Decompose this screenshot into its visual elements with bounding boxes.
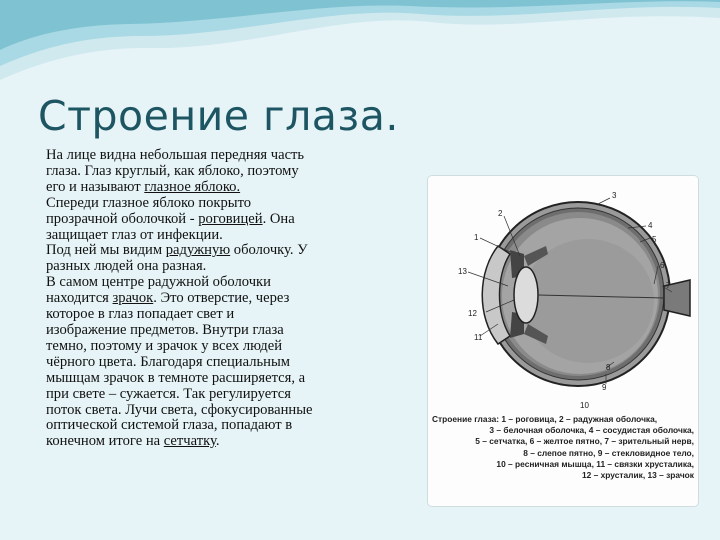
body-text-segment: Под ней мы видим [46,242,166,259]
underlined-term: радужную [165,242,231,259]
body-line [46,339,406,355]
body-text-segment: чёрного цвета. Благодаря специальным [46,353,290,370]
body-line [46,164,406,180]
underlined-term: сетчатку [163,433,216,450]
body-line [46,307,406,323]
body-text-segment: его и называют [46,178,145,195]
body-text-segment: В самом центре радужной оболочки [46,274,271,291]
body-text-segment: оптической системой глаза, попадают в [46,417,293,434]
body-text-segment: которое в глаз попадает свет и [46,306,235,323]
caption-line: 3 – белочная оболочка, 4 – сосудистая оболочка, [489,425,694,436]
eye-diagram-figure [428,176,698,506]
body-line [46,434,406,450]
body-text-segment: . Она [262,210,295,227]
label-6: 6 [660,261,665,270]
body-line [46,291,406,307]
body-text [46,148,406,450]
label-8: 8 [606,363,611,372]
label-2: 2 [498,209,503,218]
body-text-segment: защищает глаз от инфекции. [46,226,223,243]
slide-title: Строение глаза. [38,92,399,140]
body-line [46,418,406,434]
label-7: 7 [666,281,671,290]
body-line [46,355,406,371]
body-text-segment: темно, поэтому и зрачок у всех людей [46,337,283,354]
body-text-segment: мышцам зрачок в темноте расширяется, а [46,369,306,386]
underlined-term: зрачок [112,290,154,307]
body-line [46,180,406,196]
body-line [46,371,406,387]
body-text-segment: Спереди глазное яблоко покрыто [46,194,252,211]
header-wave-decoration [0,0,720,90]
body-text-segment: глаза. Глаз круглый, как яблоко, поэтому [46,162,299,179]
caption-line: 12 – хрусталик, 13 – зрачок [582,470,694,481]
body-line [46,403,406,419]
body-line [46,228,406,244]
body-line [46,275,406,291]
caption-line: 5 – сетчатка, 6 – желтое пятно, 7 – зрительный нерв, [475,436,694,447]
body-text-segment: На лице видна небольшая передняя часть [46,147,305,163]
body-line [46,243,406,259]
label-12: 12 [468,309,477,318]
label-9: 9 [602,383,607,392]
label-4: 4 [648,221,653,230]
body-text-segment: при свете – сужается. Так регулируется [46,385,291,402]
body-line [46,323,406,339]
label-1: 1 [474,233,479,242]
underlined-term: глазное яблоко. [144,178,241,195]
body-text-segment: изображение предметов. Внутри глаза [46,321,284,338]
body-line [46,212,406,228]
underlined-term: роговицей [198,210,263,227]
body-text-segment: разных людей она разная. [46,258,207,275]
body-text-segment: . [215,433,220,450]
caption-line: Строение глаза: 1 – роговица, 2 – радужная оболочка, [432,414,658,424]
figure-caption [432,414,694,481]
body-line [46,259,406,275]
body-line [46,387,406,403]
body-text-segment: прозрачной оболочкой - [46,210,199,227]
label-5: 5 [652,235,657,244]
body-line [46,148,406,164]
body-text-segment: оболочку. У [230,242,308,259]
label-3: 3 [612,191,617,200]
caption-line: 8 – слепое пятно, 9 – стекловидное тело, [523,447,694,458]
label-11: 11 [474,333,483,342]
eye-cross-section-illustration [428,176,698,414]
label-13: 13 [458,267,467,276]
body-text-segment: . Это отверстие, через [153,290,290,307]
body-text-segment: поток света. Лучи света, сфокусированные [46,401,313,418]
caption-line: 10 – ресничная мышца, 11 – связки хрусталика, [496,458,694,469]
label-10: 10 [580,401,589,410]
body-text-segment: находится [46,290,113,307]
body-line [46,196,406,212]
body-text-segment: конечном итоге на [46,433,164,450]
